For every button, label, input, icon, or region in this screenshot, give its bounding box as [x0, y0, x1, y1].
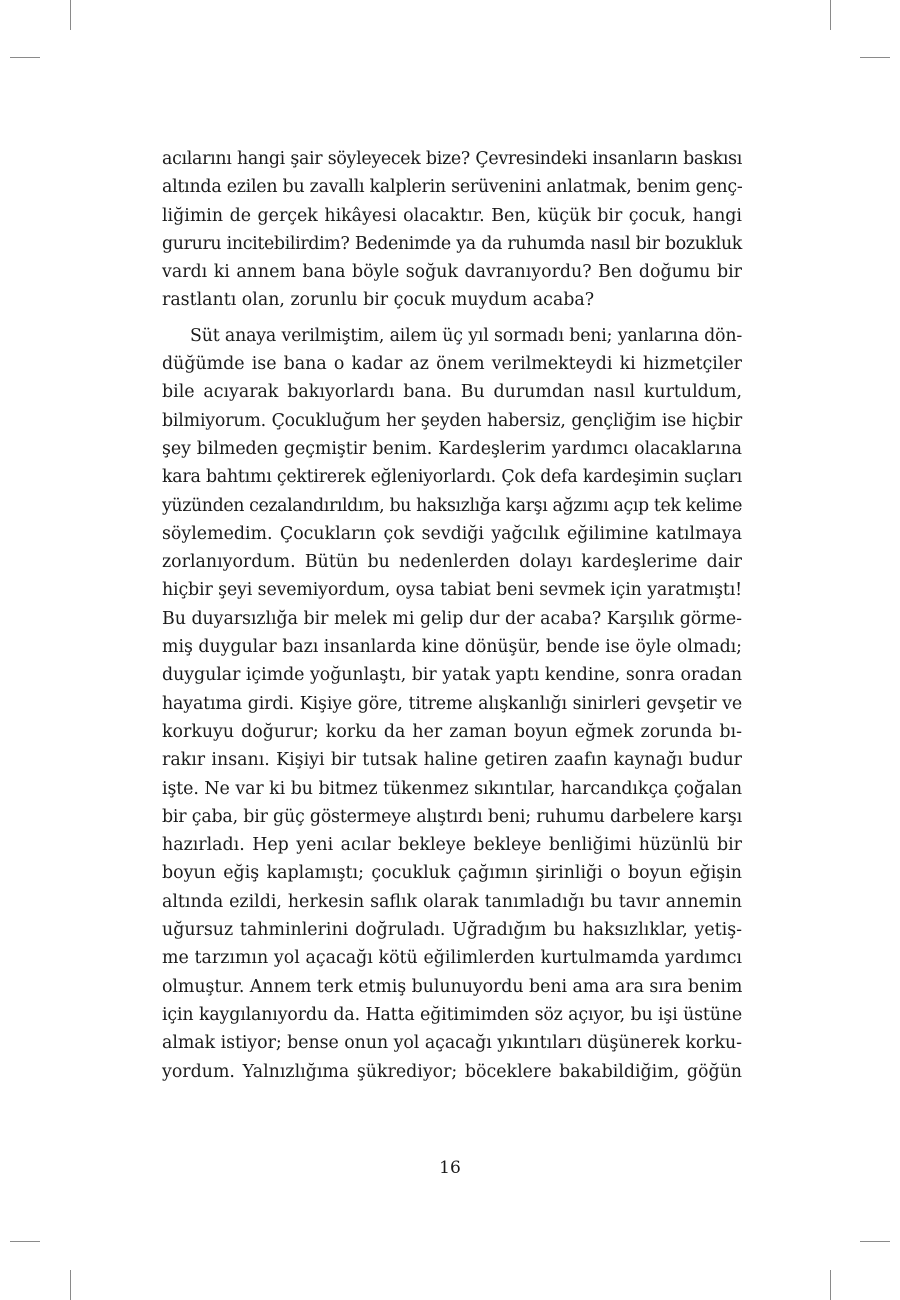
text-line: işte. Ne var ki bu bitmez tükenmez sıkıntılar, harcandıkça çoğalan	[162, 778, 742, 799]
crop-mark-top-right-horizontal	[860, 57, 890, 58]
text-line: acılarını hangi şair söyleyecek bize? Çevresindeki insanların baskısı	[162, 149, 742, 169]
text-line: vardı ki annem bana böyle soğuk davranıyordu? Ben doğumu bir	[162, 262, 742, 283]
text-line: duygular içimde yoğunlaştı, bir yatak yaptı kendine, sonra oradan	[162, 665, 742, 686]
text-line: düğümde ise bana o kadar az önem verilmekteydi ki hizmetçiler	[162, 354, 742, 375]
page-number: 16	[439, 1158, 461, 1178]
crop-mark-top-left-horizontal	[10, 57, 40, 58]
text-line: uğursuz tahminlerini doğruladı. Uğradığım bu haksızlıklar, yetiş-	[162, 920, 742, 941]
crop-mark-bottom-right-vertical	[830, 1270, 831, 1300]
text-line: gururu incitebilirdim? Bedenimde ya da ruhumda nasıl bir bozukluk	[162, 233, 742, 254]
text-line: altında ezildi, herkesin saflık olarak tanımladığı bu tavır annemin	[162, 891, 742, 912]
text-line: şey bilmeden geçmiştir benim. Kardeşlerim yardımcı olacaklarına	[162, 438, 742, 459]
text-line: rastlantı olan, zorunlu bir çocuk muydum acaba?	[162, 290, 595, 311]
text-line: miş duygular bazı insanlarda kine dönüşür, bende ise öyle olmadı;	[162, 637, 742, 658]
text-line: boyun eğiş kaplamıştı; çocukluk çağımın şirinliği o boyun eğişin	[162, 863, 742, 884]
text-line: olmuştur. Annem terk etmiş bulunuyordu beni ama ara sıra benim	[162, 976, 743, 997]
text-line: Bu duyarsızlığa bir melek mi gelip dur der acaba? Karşılık görme-	[162, 608, 742, 629]
text-line: bilmiyorum. Çocukluğum her şeyden habersiz, gençliğim ise hiçbir	[162, 410, 742, 431]
crop-mark-top-left-vertical	[70, 0, 71, 30]
text-line: almak istiyor; bense onun yol açacağı yıkıntıları düşünerek korku-	[162, 1033, 742, 1054]
text-line: kara bahtımı çektirerek eğleniyorlardı. Çok defa kardeşimin suçları	[162, 467, 742, 488]
text-line: korkuyu doğurur; korku da her zaman boyun eğmek zorunda bı-	[162, 721, 742, 742]
text-line: bir çaba, bir güç göstermeye alıştırdı beni; ruhumu darbelere karşı	[162, 806, 742, 827]
text-line: hazırladı. Hep yeni acılar bekleye bekleye benliğimi hüzünlü bir	[162, 835, 742, 856]
text-line: me tarzımın yol açacağı kötü eğilimlerden kurtulmamda yardımcı	[162, 948, 742, 969]
text-line: hayatıma girdi. Kişiye göre, titreme alışkanlığı sinirleri gevşetir ve	[162, 693, 742, 714]
paragraph	[162, 145, 742, 315]
crop-mark-bottom-right-horizontal	[860, 1241, 890, 1242]
crop-mark-top-right-vertical	[830, 0, 831, 30]
crop-mark-bottom-left-horizontal	[10, 1241, 40, 1242]
text-line: hiçbir şeyi sevemiyordum, oysa tabiat beni sevmek için yaratmıştı!	[162, 580, 742, 601]
body-text	[162, 145, 742, 1086]
text-line: rakır insanı. Kişiyi bir tutsak haline getiren zaafın kaynağı budur	[162, 750, 742, 771]
text-line: yordum. Yalnızlığıma şükrediyor; böceklere bakabildiğim, göğün	[162, 1061, 742, 1082]
text-line: Süt anaya verilmiştim, ailem üç yıl sormadı beni; yanlarına dön-	[190, 325, 742, 346]
crop-mark-bottom-left-vertical	[70, 1270, 71, 1300]
text-line: için kaygılanıyordu da. Hatta eğitimimden söz açıyor, bu işi üstüne	[162, 1004, 742, 1025]
paragraph	[162, 322, 742, 1086]
text-line: altında ezilen bu zavallı kalplerin serüvenini anlatmak, benim genç-	[162, 177, 743, 198]
text-line: yüzünden cezalandırıldım, bu haksızlığa karşı ağzımı açıp tek kelime	[162, 495, 742, 516]
text-line: söylemedim. Çocukların çok sevdiği yağcılık eğilimine katılmaya	[162, 523, 742, 544]
text-line: bile acıyarak bakıyorlardı bana. Bu durumdan nasıl kurtuldum,	[162, 382, 742, 403]
text-line: liğimin de gerçek hikâyesi olacaktır. Ben, küçük bir çocuk, hangi	[162, 205, 742, 226]
text-line: zorlanıyordum. Bütün bu nedenlerden dolayı kardeşlerime dair	[162, 552, 742, 573]
